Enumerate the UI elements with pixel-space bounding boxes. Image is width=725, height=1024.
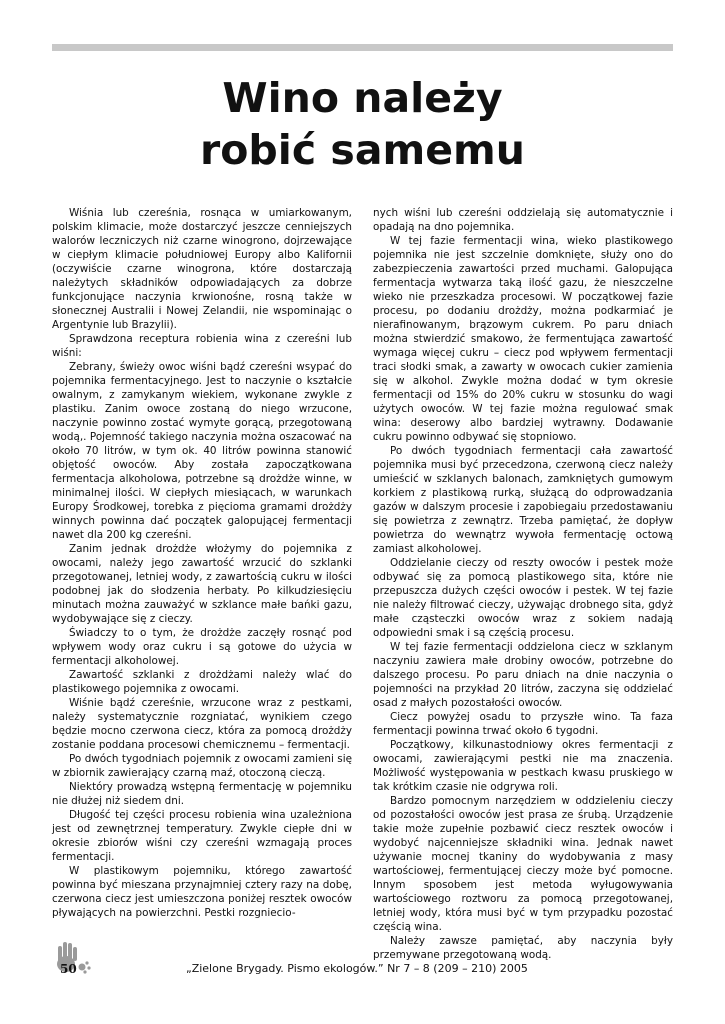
paragraph: Oddzielanie cieczy od reszty owoców i pestek może odbywać się za pomocą plastikowego sita, które nie przepuszcza dużych części owoców i pestek. W tej fazie nie należy filtrować cieczy, używając drobnego sita, gdyż małe cząsteczki owoców wraz z sokiem nadają odpowiedni smak i są częścią procesu. [373, 557, 673, 639]
paragraph: Należy zawsze pamiętać, aby naczynia były przemywane przegotowaną wodą. [373, 935, 673, 961]
paragraph: Niektóry prowadzą wstępną fermentację w pojemniku nie dłużej niż siedem dni. [52, 781, 352, 807]
article-title [52, 72, 673, 176]
page-number: 50 [60, 962, 77, 976]
title-line-1: Wino należy [222, 74, 503, 122]
paragraph: Wiśnia lub czereśnia, rosnąca w umiarkowanym, polskim klimacie, może dostarczyć jeszcze cenniejszych walorów leczniczych niż czarne winogrono, dojrzewające w ciepłym klimacie południowej Europy albo Kalifornii (oczywiście czarne winogrona, które dostarczają należytych składników odpowiadających za dobrze funkcjonujące naczynia krwionośne, rosną także w słonecznej Australii i Nowej Zelandii, nie wspominając o Argentynie lub Brazylii). [52, 207, 352, 331]
paragraph: Sprawdzona receptura robienia wina z czereśni lub wiśni: [52, 333, 352, 359]
paragraph: Zanim jednak drożdże włożymy do pojemnika z owocami, należy jego zawartość wrzucić do szklanki przegotowanej, letniej wody, z zawartością cukru w ilości podobnej jak do słodzenia herbaty. Po kilkudziesięciu minutach można zauważyć w szklance małe bańki gazu, wydobywające się z cieczy. [52, 543, 352, 625]
paragraph: Po dwóch tygodniach pojemnik z owocami zamieni się w zbiornik zawierający czarną maź, otoczoną cieczą. [52, 753, 352, 779]
paragraph: Wiśnie bądź czereśnie, wrzucone wraz z pestkami, należy systematycznie rozgniatać, wynikiem czego będzie mocno czerwona ciecz, która za pomocą drożdży zostanie poddana procesowi chemicznemu – fermentacji. [52, 697, 352, 751]
paragraph: Długość tej części procesu robienia wina uzależniona jest od zewnętrznej temperatury. Zwykle ciepłe dni w okresie zbiorów wiśni czy czereśni wzmagają proces fermentacji. [52, 809, 352, 863]
journal-footer: „Zielone Brygady. Pismo ekologów.” Nr 7 – 8 (209 – 210) 2005 [186, 962, 528, 975]
paragraph: Zebrany, świeży owoc wiśni bądź czereśni wsypać do pojemnika fermentacyjnego. Jest to naczynie o kształcie owalnym, z zamykanym wiekiem, wykonane zwykle z plastiku. Zanim owoce zostaną do niego wrzucone, naczynie powinno zostać wymyte gorącą, przegotowaną wodą,. Pojemność takiego naczynia można oszacować na około 70 litrów, w tym ok. 40 litrów powinna stanowić objętość owoców. Aby została zapoczątkowana fermentacja alkoholowa, potrzebne są drożdże winne, w minimalnej ilości. W ciepłych miesiącach, w warunkach Europy Środkowej, torebka z pięcioma gramami drożdży winnych powinna dać początek galopującej fermentacji nawet dla 200 kg czereśni. [52, 361, 352, 541]
paragraph: Po dwóch tygodniach fermentacji cała zawartość pojemnika musi być przecedzona, czerwoną ciecz należy umieścić w szklanych balonach, zamkniętych gumowym korkiem z plastikową rurką, służącą do odprowadzania gazów w dalszym procesie i zapobiegaiu przedostawaniu się powietrza z zewnątrz. Trzeba pamiętać, że dopływ powietrza do wewnątrz wywoła fermentację octową zamiast alkoholowej. [373, 445, 673, 555]
top-rule [52, 44, 673, 51]
paragraph: Świadczy to o tym, że drożdże zaczęły rosnąć pod wpływem wody oraz cukru i są gotowe do użycia w fermentacji alkoholowej. [52, 627, 352, 667]
paragraph: W tej fazie fermentacji wina, wieko plastikowego pojemnika nie jest szczelnie domknięte, służy ono do zabezpieczenia zawartości przed muchami. Galopująca fermentacja wytwarza taką ilość gazu, że nieszczelne wieko nie przeszkadza procesowi. W początkowej fazie procesu, po dodaniu drożdży, można podkarmiać je nierafinowanym, brązowym cukrem. Po paru dniach można stwierdzić smakowo, że fermentująca zawartość wymaga więcej cukru – ciecz pod wpływem fermentacji traci słodki smak, a zawarty w owocach cukier zamienia się w alkohol. Zwykle można dodać w tym okresie fermentacji od 15% do 20% cukru w stosunku do wagi użytych owoców. W tej fazie można regulować smak wina: deserowy albo bardziej wytrawny. Dodawanie cukru powinno odbywać się stopniowo. [373, 235, 673, 443]
paragraph-continuation: nych wiśni lub czereśni oddzielają się automatycznie i opadają na dno pojemnika. [373, 207, 673, 233]
paragraph: Ciecz powyżej osadu to przyszłe wino. Ta faza fermentacji powinna trwać około 6 tygodni. [373, 711, 673, 737]
title-line-2: robić samemu [200, 126, 525, 174]
paragraph: Początkowy, kilkunastodniowy okres fermentacji z owocami, zawierającymi pestki nie ma znaczenia. Możliwość występowania w pestkach kwasu pruskiego w tak krótkim czasie nie odgrywa roli. [373, 739, 673, 793]
paragraph: W plastikowym pojemniku, którego zawartość powinna być mieszana przynajmniej cztery razy na dobę, czerwona ciecz jest umieszczona poniżej resztek owoców pływających na powierzchni. Pestki rozgniecio- [52, 865, 352, 919]
paragraph: Bardzo pomocnym narzędziem w oddzieleniu cieczy od pozostałości owoców jest prasa ze śrubą. Urządzenie takie może zupełnie pozbawić ciecz resztek owoców i wydobyć najcenniejsze składniki wina. Jednak nawet używanie mocnej tkaniny do wydobywania z masy wartościowej, fermentującej cieczy może być pomocne. Innym sposobem jest metoda wyługowywania wartościowego roztworu za pomocą przegotowanej, letniej wody, która musi być w tym przypadku pozostać częścią wina. [373, 795, 673, 933]
paragraph: Zawartość szklanki z drożdżami należy wlać do plastikowego pojemnika z owocami. [52, 669, 352, 695]
left-column [52, 206, 352, 920]
paragraph: W tej fazie fermentacji oddzielona ciecz w szklanym naczyniu zawiera małe drobiny owoców, potrzebne do dalszego procesu. Po paru dniach na dnie naczynia o pojemności na przykład 20 litrów, zaczyna się oddzielać osad z małych pozostałości owoców. [373, 641, 673, 709]
right-column [373, 206, 673, 961]
